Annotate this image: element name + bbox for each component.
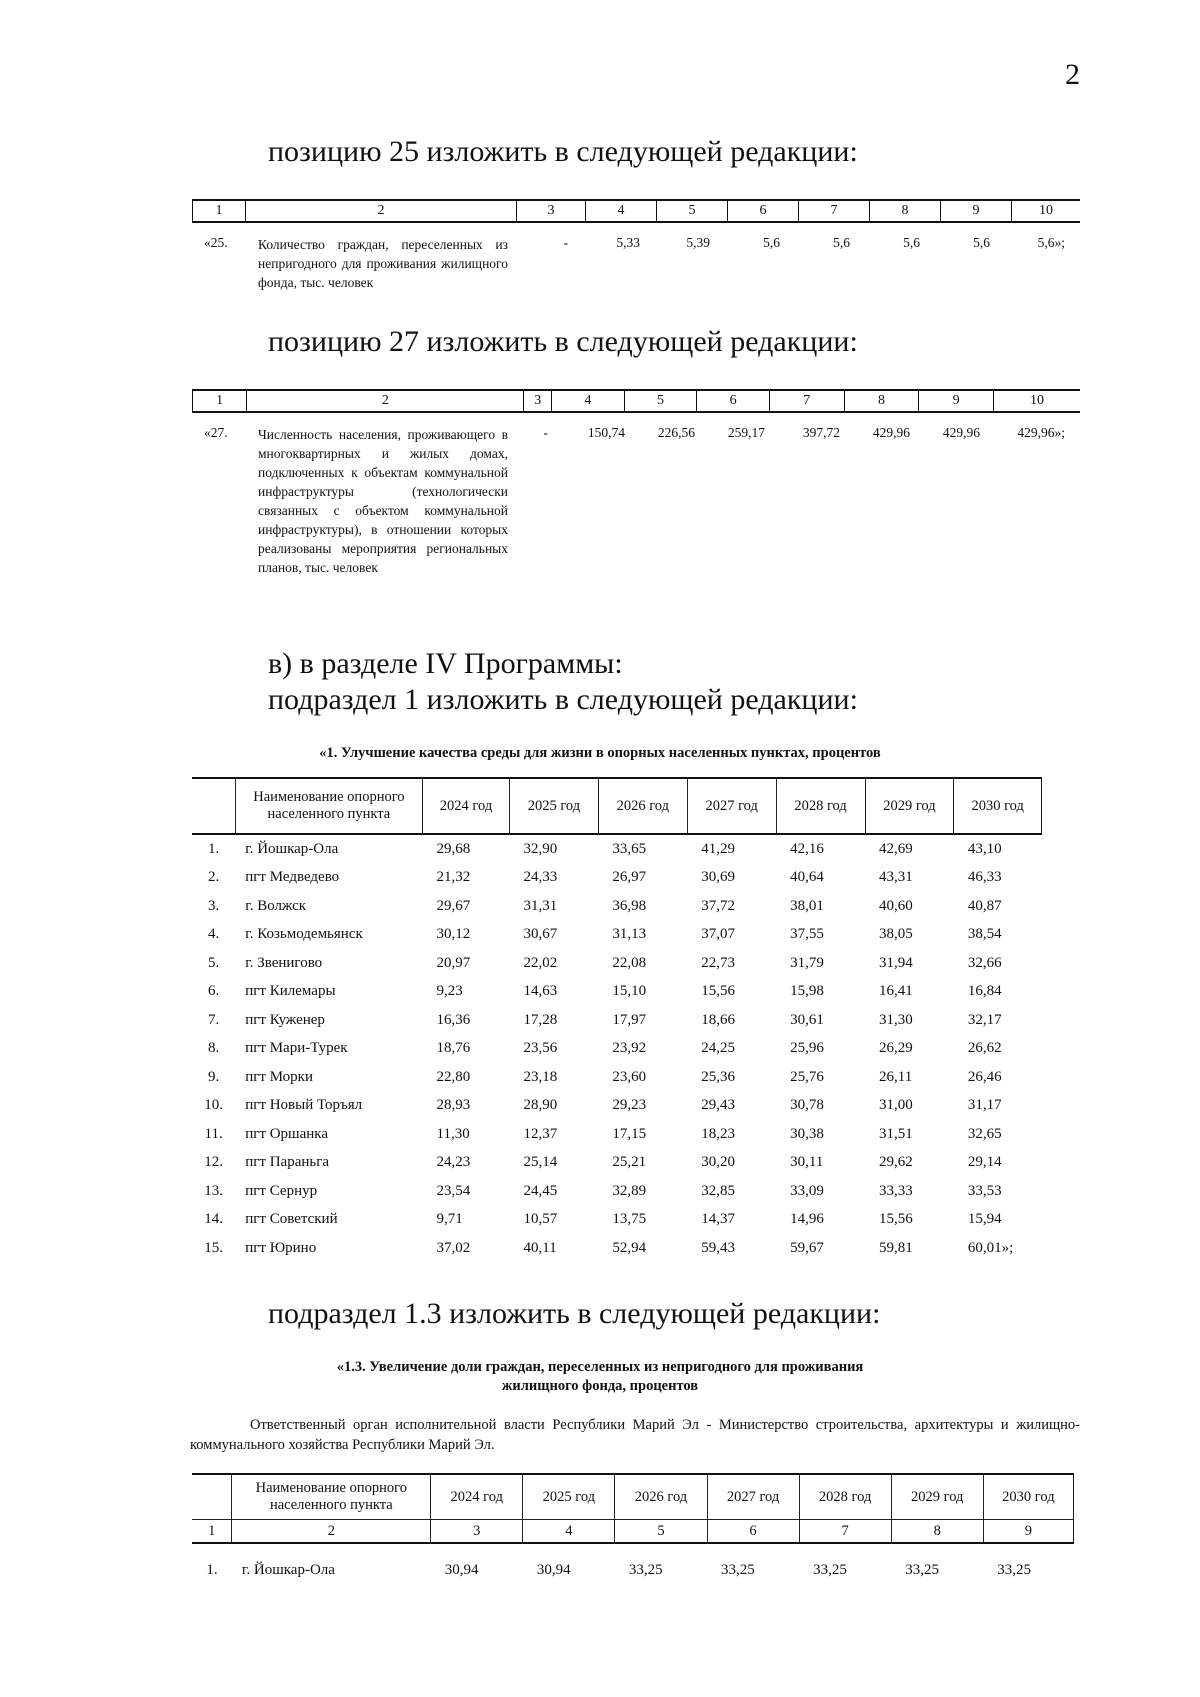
row-number: 6. bbox=[207, 983, 220, 1000]
value-cell: 5,6 bbox=[903, 235, 920, 250]
value-cell: 14,96 bbox=[790, 1211, 824, 1228]
col-num: 2 bbox=[246, 200, 517, 222]
value-cell: 41,29 bbox=[701, 840, 735, 857]
value-cell: 5,33 bbox=[616, 235, 640, 250]
settlement-name: пгт Морки bbox=[245, 1068, 313, 1085]
value-cell: 31,31 bbox=[523, 897, 558, 914]
value-cell: 30,38 bbox=[790, 1125, 824, 1142]
row-number: 7. bbox=[207, 1011, 220, 1028]
value-cell: 429,96 bbox=[872, 425, 910, 440]
value-cell: 5,39 bbox=[686, 235, 710, 250]
settlement-name: пгт Медведево bbox=[245, 869, 340, 886]
table-row bbox=[192, 892, 1042, 921]
col-num: 3 bbox=[431, 1520, 523, 1544]
value-cell: 37,02 bbox=[436, 1239, 471, 1256]
settlement-name: пгт Куженер bbox=[245, 1011, 325, 1028]
value-cell: 33,25 bbox=[905, 1561, 939, 1578]
value-cell: 31,00 bbox=[879, 1097, 913, 1114]
value-cell: 22,80 bbox=[436, 1068, 471, 1085]
col-num: 7 bbox=[799, 200, 870, 222]
value-cell: 28,93 bbox=[436, 1097, 471, 1114]
value-cell: 28,90 bbox=[523, 1097, 558, 1114]
value-cell: 226,56 bbox=[657, 425, 695, 440]
value-cell: 26,11 bbox=[879, 1068, 913, 1085]
page-number: 2 bbox=[1065, 58, 1080, 91]
table2-header-name: Наименование опорного населенного пункта bbox=[232, 1474, 431, 1520]
value-cell: 59,43 bbox=[701, 1239, 735, 1256]
col-num: 1 bbox=[192, 1520, 232, 1544]
responsible-body-paragraph: Ответственный орган исполнительной власти Республики Марий Эл - Министерство строительства, архитектуры и жилищно-коммунального хозяйства Республики Марий Эл. bbox=[190, 1417, 1080, 1453]
value-cell: 32,17 bbox=[967, 1011, 1002, 1028]
row-number: 3. bbox=[207, 897, 220, 914]
value-cell: 16,84 bbox=[967, 983, 1002, 1000]
value-cell: 29,68 bbox=[436, 840, 471, 857]
value-cell: 16,41 bbox=[879, 983, 913, 1000]
table-row bbox=[192, 834, 1042, 864]
table2-header-year: 2028 год bbox=[799, 1474, 891, 1520]
value-cell: 24,25 bbox=[701, 1040, 735, 1057]
table2-header-year: 2025 год bbox=[523, 1474, 615, 1520]
value-cell: 5,6 bbox=[973, 235, 990, 250]
heading-subsection-1: подраздел 1 изложить в следующей редакции: bbox=[268, 683, 858, 716]
table2 bbox=[192, 1473, 1074, 1585]
settlement-name: г. Волжск bbox=[245, 897, 307, 914]
value-cell: 40,60 bbox=[879, 897, 913, 914]
value-cell: 31,17 bbox=[967, 1097, 1002, 1114]
value-cell: 29,67 bbox=[436, 897, 471, 914]
value-cell: 24,33 bbox=[523, 869, 558, 886]
value-cell: 17,28 bbox=[523, 1011, 558, 1028]
value-cell: 29,23 bbox=[612, 1097, 647, 1114]
value-cell: 23,18 bbox=[523, 1068, 558, 1085]
value-cell: 26,29 bbox=[879, 1040, 913, 1057]
table-row bbox=[192, 1177, 1042, 1206]
value-cell: 42,69 bbox=[879, 840, 913, 857]
value-cell: 15,56 bbox=[701, 983, 735, 1000]
value-cell: 15,98 bbox=[790, 983, 824, 1000]
position-number: «25. bbox=[204, 235, 228, 250]
value-cell: 21,32 bbox=[436, 869, 471, 886]
col-num: 1 bbox=[193, 390, 247, 412]
value-cell: 38,54 bbox=[967, 926, 1002, 943]
value-cell: 33,25 bbox=[721, 1561, 755, 1578]
position-25-description: Количество граждан, переселенных из непригодного для проживания жилищного фонда, тыс. человек bbox=[258, 237, 508, 290]
value-cell: 23,56 bbox=[523, 1040, 558, 1057]
value-cell: 12,37 bbox=[523, 1125, 558, 1142]
value-cell: 5,6 bbox=[763, 235, 780, 250]
value-cell: 10,57 bbox=[523, 1211, 558, 1228]
col-num: 3 bbox=[517, 200, 586, 222]
col-num: 10 bbox=[1012, 200, 1081, 222]
table1 bbox=[192, 777, 1042, 1263]
table1-header-year: 2030 год bbox=[954, 778, 1042, 834]
col-num: 8 bbox=[870, 200, 941, 222]
value-cell: 18,66 bbox=[701, 1011, 735, 1028]
value-cell: 31,94 bbox=[879, 954, 913, 971]
heading-position-25: позицию 25 изложить в следующей редакции: bbox=[268, 135, 858, 168]
col-num: 9 bbox=[919, 390, 994, 412]
table2-caption-line1: «1.3. Увеличение доли граждан, переселенных из непригодного для проживания bbox=[336, 1359, 864, 1375]
col-num: 8 bbox=[891, 1520, 983, 1544]
table-row bbox=[192, 1092, 1042, 1121]
col-num: 6 bbox=[707, 1520, 799, 1544]
position-27-row bbox=[0, 425, 1200, 625]
value-cell: 23,54 bbox=[436, 1182, 471, 1199]
table2-header-year: 2027 год bbox=[707, 1474, 799, 1520]
value-cell: - bbox=[563, 235, 568, 250]
table-row bbox=[192, 1035, 1042, 1064]
col-num: 9 bbox=[983, 1520, 1073, 1544]
value-cell: 30,94 bbox=[536, 1561, 571, 1578]
value-cell: 11,30 bbox=[436, 1125, 470, 1142]
table-row bbox=[192, 1120, 1042, 1149]
value-cell: 37,55 bbox=[790, 926, 824, 943]
col-num: 6 bbox=[697, 390, 770, 412]
table-row bbox=[192, 1206, 1042, 1235]
table1-caption: «1. Улучшение качества среды для жизни в опорных населенных пунктах, процентов bbox=[319, 745, 881, 761]
table2-header-year: 2030 год bbox=[983, 1474, 1073, 1520]
settlement-name: пгт Новый Торъял bbox=[245, 1097, 363, 1114]
settlement-name: г. Йошкар-Ола bbox=[241, 1561, 335, 1578]
row-number: 5. bbox=[207, 954, 220, 971]
value-cell: 33,25 bbox=[813, 1561, 847, 1578]
value-cell: 33,53 bbox=[967, 1182, 1002, 1199]
heading-subsection-1-3: подраздел 1.3 изложить в следующей редакции: bbox=[268, 1297, 881, 1330]
value-cell: 5,6»; bbox=[1037, 235, 1065, 250]
value-cell: 25,21 bbox=[612, 1154, 647, 1171]
value-cell: 32,90 bbox=[523, 840, 558, 857]
settlement-name: пгт Советский bbox=[245, 1211, 338, 1228]
value-cell: 22,08 bbox=[612, 954, 647, 971]
table-row bbox=[192, 921, 1042, 950]
value-cell: 15,56 bbox=[879, 1211, 913, 1228]
col-num: 8 bbox=[844, 390, 919, 412]
row-number: 10. bbox=[204, 1097, 223, 1114]
column-number-row-27 bbox=[192, 389, 1080, 413]
value-cell: 32,65 bbox=[967, 1125, 1002, 1142]
col-num: 10 bbox=[993, 390, 1080, 412]
value-cell: 38,01 bbox=[790, 897, 824, 914]
value-cell: 37,72 bbox=[701, 897, 735, 914]
value-cell: 23,60 bbox=[612, 1068, 647, 1085]
value-cell: 31,51 bbox=[879, 1125, 913, 1142]
value-cell: 33,65 bbox=[612, 840, 647, 857]
value-cell: 33,33 bbox=[879, 1182, 913, 1199]
value-cell: 24,45 bbox=[523, 1182, 558, 1199]
value-cell: 15,94 bbox=[967, 1211, 1002, 1228]
table1-header-year: 2026 год bbox=[598, 778, 687, 834]
settlement-name: г. Йошкар-Ола bbox=[245, 840, 339, 857]
value-cell: 150,74 bbox=[587, 425, 625, 440]
table2-body bbox=[192, 1543, 1074, 1585]
value-cell: 40,11 bbox=[523, 1239, 557, 1256]
table-row bbox=[192, 949, 1042, 978]
col-num: 1 bbox=[193, 200, 246, 222]
value-cell: 25,36 bbox=[701, 1068, 735, 1085]
col-num: 5 bbox=[615, 1520, 707, 1544]
value-cell: 30,12 bbox=[436, 926, 471, 943]
col-num: 5 bbox=[657, 200, 728, 222]
value-cell: 25,96 bbox=[790, 1040, 824, 1057]
settlement-name: пгт Мари-Турек bbox=[245, 1040, 348, 1057]
value-cell: 16,36 bbox=[436, 1011, 471, 1028]
value-cell: 32,85 bbox=[701, 1182, 735, 1199]
table1-header-num bbox=[192, 778, 235, 834]
value-cell: 46,33 bbox=[967, 869, 1002, 886]
value-cell: 31,13 bbox=[612, 926, 647, 943]
heading-section-iv: в) в разделе IV Программы: bbox=[268, 647, 623, 680]
value-cell: 32,66 bbox=[967, 954, 1002, 971]
value-cell: 32,89 bbox=[612, 1182, 647, 1199]
col-num: 4 bbox=[552, 390, 625, 412]
table-row bbox=[192, 1543, 1074, 1585]
row-number: 9. bbox=[207, 1068, 220, 1085]
value-cell: 30,20 bbox=[701, 1154, 735, 1171]
value-cell: 43,10 bbox=[967, 840, 1002, 857]
value-cell: 14,63 bbox=[523, 983, 558, 1000]
value-cell: 25,14 bbox=[523, 1154, 558, 1171]
value-cell: 30,69 bbox=[701, 869, 735, 886]
table-row bbox=[192, 1006, 1042, 1035]
row-number: 15. bbox=[204, 1239, 223, 1256]
value-cell: 33,09 bbox=[790, 1182, 824, 1199]
table-row bbox=[192, 1234, 1042, 1263]
position-25-row bbox=[0, 235, 1200, 295]
value-cell: 36,98 bbox=[612, 897, 647, 914]
value-cell: 259,17 bbox=[727, 425, 765, 440]
table1-header-year: 2027 год bbox=[687, 778, 776, 834]
table2-header-year: 2024 год bbox=[431, 1474, 523, 1520]
value-cell: 26,46 bbox=[967, 1068, 1002, 1085]
settlement-name: пгт Юрино bbox=[245, 1239, 317, 1256]
value-cell: 23,92 bbox=[612, 1040, 647, 1057]
value-cell: 30,94 bbox=[444, 1561, 479, 1578]
value-cell: 429,96 bbox=[942, 425, 980, 440]
col-num: 3 bbox=[524, 390, 552, 412]
value-cell: - bbox=[543, 425, 548, 440]
row-number: 1. bbox=[206, 1561, 218, 1578]
value-cell: 40,87 bbox=[967, 897, 1002, 914]
value-cell: 429,96»; bbox=[1017, 425, 1065, 440]
col-num: 6 bbox=[728, 200, 799, 222]
value-cell: 5,6 bbox=[833, 235, 850, 250]
value-cell: 14,37 bbox=[701, 1211, 735, 1228]
table1-header-year: 2024 год bbox=[423, 778, 510, 834]
settlement-name: пгт Оршанка bbox=[245, 1125, 329, 1142]
settlement-name: г. Козьмодемьянск bbox=[245, 926, 363, 943]
value-cell: 33,25 bbox=[997, 1561, 1032, 1578]
table-row bbox=[192, 864, 1042, 893]
value-cell: 31,30 bbox=[879, 1011, 913, 1028]
table1-header-year: 2028 год bbox=[776, 778, 865, 834]
value-cell: 29,62 bbox=[879, 1154, 913, 1171]
value-cell: 59,67 bbox=[790, 1239, 824, 1256]
settlement-name: пгт Килемары bbox=[245, 983, 336, 1000]
col-num: 2 bbox=[247, 390, 524, 412]
value-cell: 9,71 bbox=[436, 1211, 463, 1228]
value-cell: 30,61 bbox=[790, 1011, 824, 1028]
value-cell: 31,79 bbox=[790, 954, 824, 971]
value-cell: 17,97 bbox=[612, 1011, 647, 1028]
value-cell: 397,72 bbox=[802, 425, 840, 440]
table2-header-num bbox=[192, 1474, 232, 1520]
value-cell: 17,15 bbox=[612, 1125, 647, 1142]
settlement-name: пгт Сернур bbox=[245, 1182, 318, 1199]
column-number-row-25 bbox=[192, 199, 1080, 223]
row-number: 4. bbox=[207, 926, 220, 943]
position-number: «27. bbox=[204, 425, 228, 440]
table1-header-year: 2029 год bbox=[865, 778, 954, 834]
value-cell: 20,97 bbox=[436, 954, 471, 971]
row-number: 1. bbox=[207, 840, 220, 857]
table1-header-year: 2025 год bbox=[510, 778, 599, 834]
table2-header-year: 2026 год bbox=[615, 1474, 707, 1520]
value-cell: 52,94 bbox=[612, 1239, 647, 1256]
col-num: 5 bbox=[624, 390, 697, 412]
value-cell: 30,11 bbox=[790, 1154, 824, 1171]
value-cell: 29,43 bbox=[701, 1097, 735, 1114]
col-num: 4 bbox=[523, 1520, 615, 1544]
col-num: 9 bbox=[941, 200, 1012, 222]
row-number: 11. bbox=[204, 1125, 223, 1142]
value-cell: 60,01»; bbox=[967, 1239, 1014, 1256]
row-number: 2. bbox=[207, 869, 220, 886]
value-cell: 30,67 bbox=[523, 926, 558, 943]
col-num: 7 bbox=[799, 1520, 891, 1544]
value-cell: 40,64 bbox=[790, 869, 824, 886]
heading-position-27: позицию 27 изложить в следующей редакции: bbox=[268, 325, 858, 358]
table-row bbox=[192, 1063, 1042, 1092]
value-cell: 22,02 bbox=[523, 954, 558, 971]
value-cell: 37,07 bbox=[701, 926, 735, 943]
value-cell: 22,73 bbox=[701, 954, 735, 971]
table2-header-year: 2029 год bbox=[891, 1474, 983, 1520]
value-cell: 33,25 bbox=[628, 1561, 663, 1578]
value-cell: 24,23 bbox=[436, 1154, 471, 1171]
col-num: 7 bbox=[769, 390, 844, 412]
position-27-description: Численность населения, проживающего в многоквартирных и жилых домах, подключенных к объектам коммунальной инфраструктуры (технологически связанных с объектом коммунальной инфраструктуры), в отношении которых реализованы мероприятия региональных планов, тыс. человек bbox=[258, 427, 508, 575]
value-cell: 42,16 bbox=[790, 840, 824, 857]
value-cell: 26,62 bbox=[967, 1040, 1002, 1057]
value-cell: 18,76 bbox=[436, 1040, 471, 1057]
value-cell: 15,10 bbox=[612, 983, 647, 1000]
table2-caption-line2: жилищного фонда, процентов bbox=[501, 1378, 699, 1394]
value-cell: 29,14 bbox=[967, 1154, 1002, 1171]
row-number: 8. bbox=[207, 1040, 220, 1057]
col-num: 4 bbox=[586, 200, 657, 222]
row-number: 13. bbox=[204, 1182, 223, 1199]
row-number: 14. bbox=[204, 1211, 223, 1228]
value-cell: 30,78 bbox=[790, 1097, 824, 1114]
settlement-name: г. Звенигово bbox=[245, 954, 323, 971]
table-row bbox=[192, 1149, 1042, 1178]
value-cell: 38,05 bbox=[879, 926, 913, 943]
settlement-name: пгт Параньга bbox=[245, 1154, 330, 1171]
row-number: 12. bbox=[204, 1154, 223, 1171]
value-cell: 59,81 bbox=[879, 1239, 913, 1256]
table1-body bbox=[192, 834, 1042, 1263]
col-num: 2 bbox=[232, 1520, 431, 1544]
value-cell: 13,75 bbox=[612, 1211, 647, 1228]
value-cell: 25,76 bbox=[790, 1068, 824, 1085]
table-row bbox=[192, 978, 1042, 1007]
table1-header-name: Наименование опорного населенного пункта bbox=[235, 778, 422, 834]
value-cell: 26,97 bbox=[612, 869, 647, 886]
value-cell: 9,23 bbox=[436, 983, 463, 1000]
value-cell: 43,31 bbox=[879, 869, 913, 886]
value-cell: 18,23 bbox=[701, 1125, 735, 1142]
